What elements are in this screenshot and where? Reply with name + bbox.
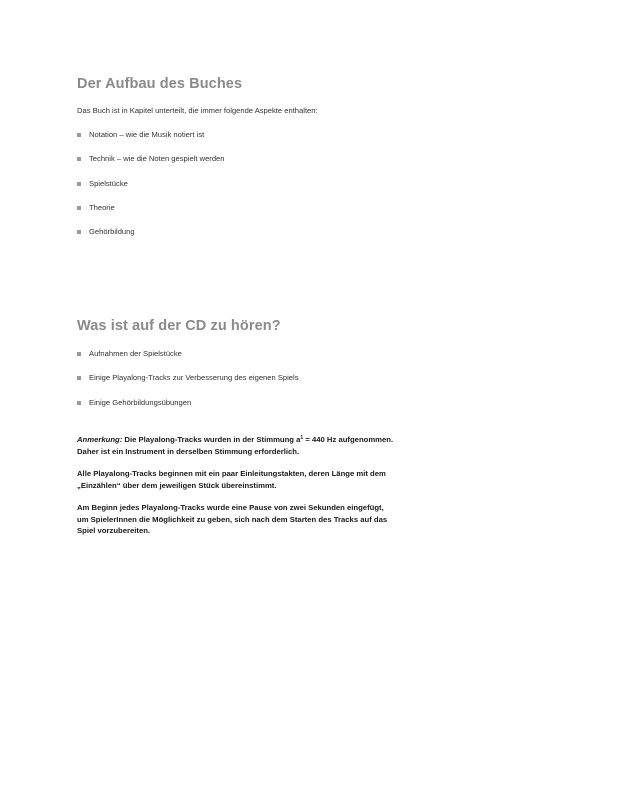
section-title-aufbau: Der Aufbau des Buches	[77, 76, 243, 92]
list-item: Notation – wie die Musik notiert ist	[77, 130, 225, 154]
note-intro-bars: Alle Playalong-Tracks beginnen mit ein paar Einleitungstakten, deren Länge mit dem „Einzählen“ über dem jeweiligen Stück übereinstimmt.	[77, 469, 386, 490]
note-pause: Am Beginn jedes Playalong-Tracks wurde eine Pause von zwei Sekunden eingefügt, um SpielerInnen die Möglichkeit zu geben, sich nach dem Starten des Tracks auf das Spiel vorzubereiten.	[77, 503, 388, 535]
section-intro: Das Buch ist in Kapitel unterteilt, die immer folgende Aspekte enthalten:	[77, 106, 318, 115]
cd-contents-list	[77, 349, 299, 422]
list-item: Gehörbildung	[77, 227, 225, 251]
list-item: Einige Playalong-Tracks zur Verbesserung des eigenen Spiels	[77, 373, 299, 397]
list-item: Spielstücke	[77, 179, 225, 203]
section-title-cd: Was ist auf der CD zu hören?	[77, 318, 281, 334]
list-item: Technik – wie die Noten gespielt werden	[77, 154, 225, 178]
note-label: Anmerkung:	[77, 435, 123, 444]
notes-block	[77, 433, 457, 548]
note-tuning: Anmerkung: Die Playalong-Tracks wurden in der Stimmung $a^1 = 440$ Hz aufgenommen. Daher ist ein Instrument in derselben Stimmung erforderlich.	[77, 435, 394, 456]
list-item: Aufnahmen der Spielstücke	[77, 349, 299, 373]
list-item: Einige Gehörbildungsübungen	[77, 398, 299, 422]
aspects-list	[77, 130, 225, 251]
list-item: Theorie	[77, 203, 225, 227]
